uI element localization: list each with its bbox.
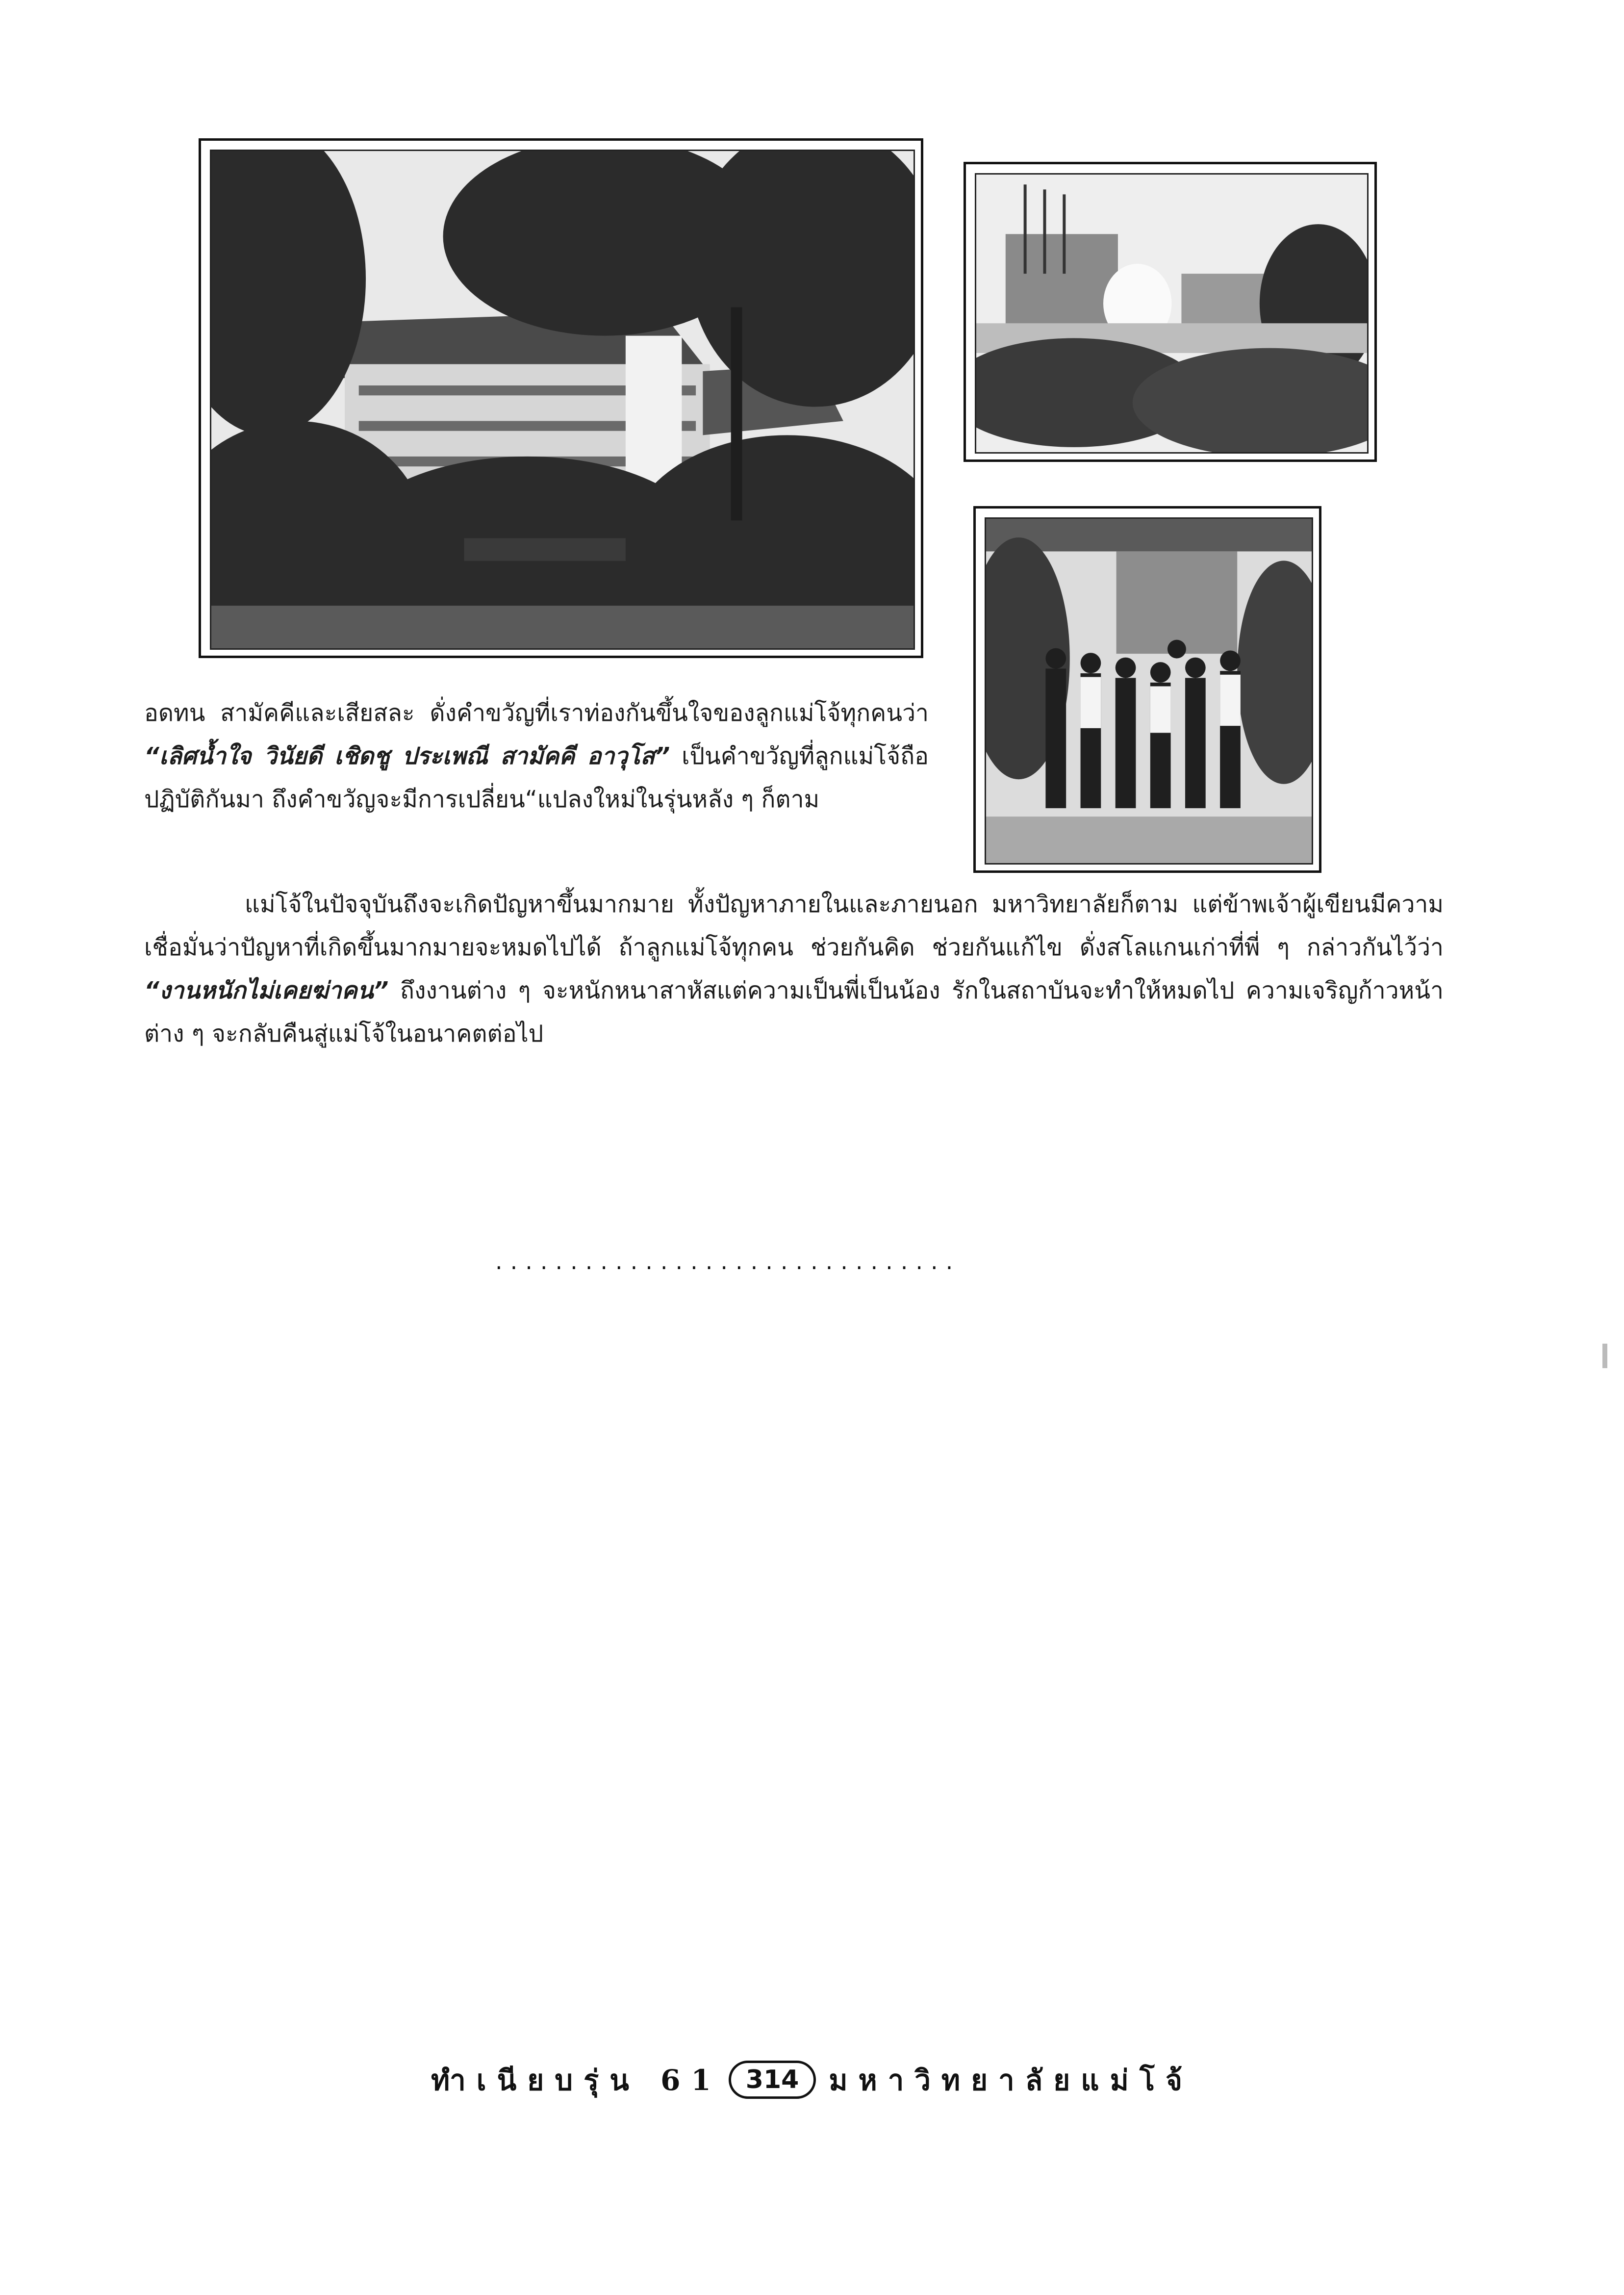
student-group-image — [986, 519, 1312, 863]
page-number-badge: 314 — [729, 2061, 816, 2099]
paragraph-slogan — [144, 883, 1444, 1055]
scan-edge-mark — [1602, 1344, 1607, 1368]
photo-student-group — [973, 506, 1321, 873]
footer-university-name: มหาวิทยาลัยแม่โจ้ — [829, 2063, 1193, 2097]
paragraph-slogan-text-b: ถึงงานต่าง ๆ จะหนักหนาสาหัสแต่ความเป็นพี่เป็นน้อง รักในสถาบันจะทำให้หมดไป ความเจริญก้าวหน้าต่าง ๆ จะกลับคืนสู่แม่โจ้ในอนาคตต่อไป — [144, 977, 1444, 1047]
paragraph-motto-text-a: อดทน สามัคคีและเสียสละ ดั่งคำขวัญที่เราท่องกันขึ้นใจของลูกแม่โจ้ทุกคนว่า — [144, 699, 929, 727]
photo-fountain-plaza — [964, 162, 1377, 462]
footer-yearbook-title: ทำเนียบรุ่น 61 — [431, 2063, 722, 2097]
slogan-quote: “งานหนักไม่เคยฆ่าคน” — [144, 977, 389, 1004]
paragraph-slogan-text-a: แม่โจ้ในปัจจุบันถึงจะเกิดปัญหาขึ้นมากมาย ทั้งปัญหาภายในและภายนอก มหาวิทยาลัยก็ตาม แต่ข้าพเจ้าผู้เขียนมีความเชื่อมั่นว่าปัญหาที่เกิดขึ้นมากมายจะหมดไปได้ ถ้าลูกแม่โจ้ทุกคน ช่วยกันคิด ช่วยกันแก้ไข ดั่งสโลแกนเก่าที่พี่ ๆ กล่าวกันไว้ว่า — [144, 891, 1444, 961]
dotted-separator: ............................... — [495, 1248, 961, 1275]
campus-building-image — [211, 151, 914, 648]
page-footer — [0, 2053, 1624, 2107]
fountain-plaza-image — [976, 175, 1367, 452]
photo-campus-building — [199, 138, 923, 658]
paragraph-motto — [144, 691, 929, 821]
motto-quote: “เลิศน้ำใจ วินัยดี เชิดชู ประเพณี สามัคคี อาวุโส” — [144, 742, 670, 770]
paragraph-motto-text-b: เป็นคำขวัญที่ลูกแม่โจ้ถือปฏิบัติกันมา ถึงคำขวัญจะมีการเปลี่ยน“แปลงใหม่ในรุ่นหลัง ๆ ก็ตาม — [144, 742, 929, 813]
